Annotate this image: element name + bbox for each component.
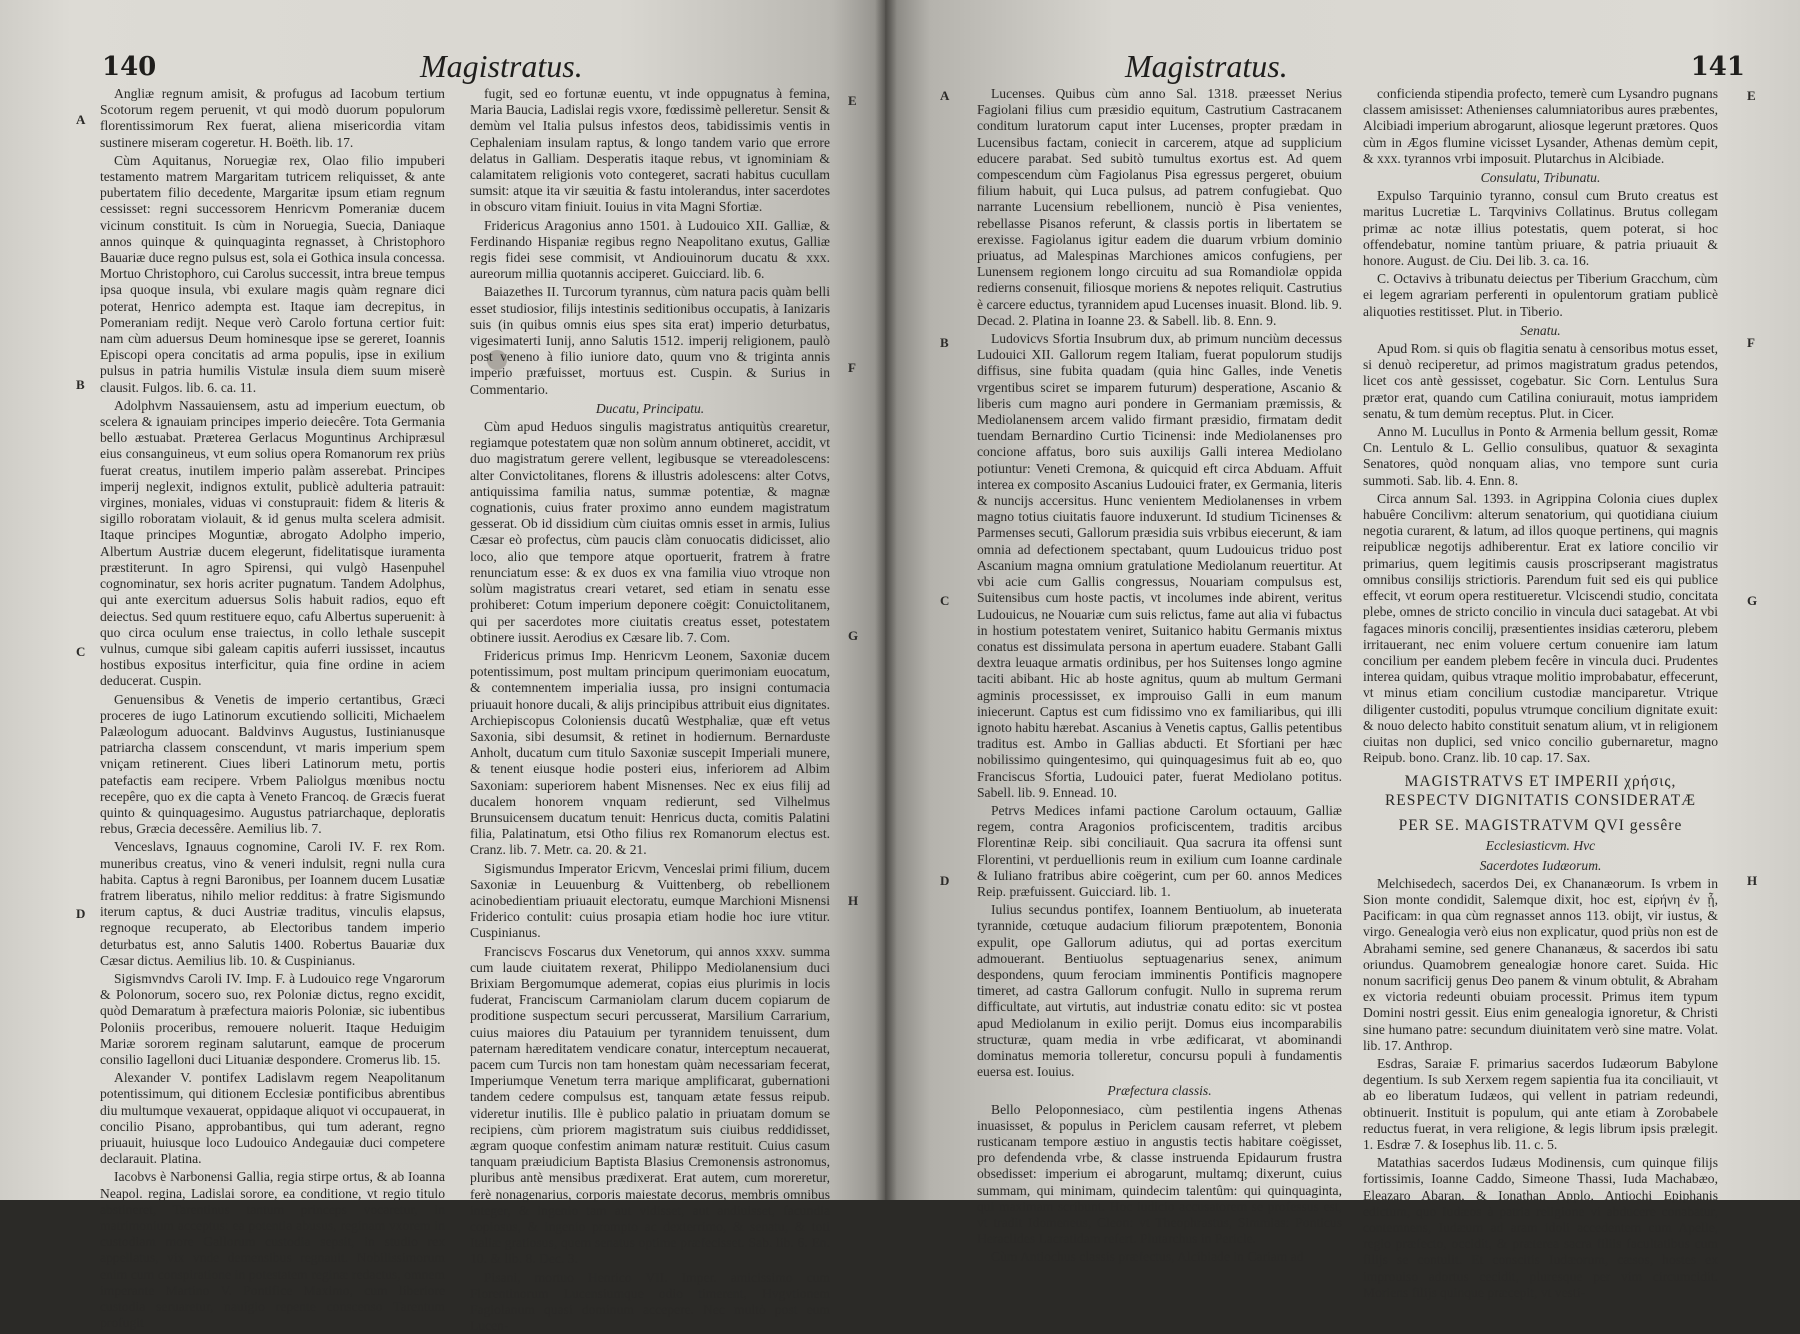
- paragraph: Adolphvm Nassauiensem, astu ad imperium euectum, ob scelera & ignauiam principes imperio deiecêre. Tota Germania bello æstuabat. Præterea Gerlacus Moguntinus Archipræsul eius consanguineus, vt eum solius opera Romanorum rex priùs fuerat creatus, inutilem imperio palàm asserebat. Principes imperij neglexit, indignos extulit, publicè adulteria patrauit: virgines, moniales, viduas vi constuprauit: fidem & literis & sigillo roboratam violauit, & id genus multa scelera admisit. Itaque principes Moguntiæ, abrogato Adolpho imperio, Albertum Austriæ ducem elegerunt, fidelitatisque iuramenta præstiterunt. In agro Spirensi, qui vulgò Hasenpuhel cognominatur, sex horis acriter pugnatum. Tandem Adolphus, qui ante exercitum aduersus Solis habuit radios, equo eft deiectus. Sed quum restituere equo, cafu Albertus superuenit: à quo circa oculum ense traiectus, in collo lethale suscepit vulnus, cumque sibi galeam capitis auferri iussisset, incautus hostibus expositus interficitur, quia fine ordine in aciem deducerat. Cuspin.: [100, 397, 445, 689]
- section-heading: Sacerdotes Iudæorum.: [1479, 857, 1602, 873]
- margin-marker-a: A: [76, 112, 86, 127]
- paragraph: Pisani, mortuo Henrico VII. Imper. amicissimo cum Florentinorum Lucensiumque odio timerent, Hvgvtionem Fagiolanum quasi dominum accepere. Nec multò post eum Lucen-: [470, 1269, 830, 1334]
- running-head: Magistratus.: [420, 48, 583, 84]
- paragraph: Ludovicvs Sfortia Insubrum dux, ab primum nunciùm decessus Ludouici XII. Gallorum regem Italiam, fuerat populorum studijs diffisus, sine fubita quadam (quia hinc Galles, inde Venetis vrgentibus sciret se imparem futurum) desperatione, Ascanio & liberis cum magno auri pondere in Germaniam præmissis, & Mediolanensem arcem valido firmant præsidio, firmatam dedit tuendam Bernardino Curtio Ticinensi: inde Mediolanenses pro concione affatus, boro suis auxilijs Galli interea Mediolano potiuntur: Veneti Cremona, & quicquid eft circa Abduam. Affuit interea ex composito Ascanius Ludouici frater, ex Germania, literis & nuncijs accersitus. Hunc venientem Mediolanenses in vrbem magno totius ciuitatis fauore induxerunt. Id studium Ticinenses & Parmenses secuti, Gallorum præsidia suis vrbibus eiecerunt, & iam omnia ad defectionem spectabant, quum Ludouicus triduo post Ascanium magna omnium gratulatione Mediolanum reuertitur. At vbi acie cum Gallis congressus, Nouariam compulsus est, Suitensibus cum hoste pactis, vt incolumes inde abirent, veritus Ludouicus, ne Nouariæ cum suis relictus, fame aut alia vi fubactus in hostium potestatem veniret, Suitanico habitu Germanis mixtus conatus est dissimulata persona in apertum euadere. Stabant Galli dextra leuaque armatis ordinibus, per hos Suitenses longo agmine taciti abibant. Hic ab hoste agnitus, quum ab multum Germani agminis processisset, ex improuiso Galli in eum manum iniecerunt. Captus est cum fidissimo vno ex familiaribus, qui illi ignoto habitu hærebat. Ascanius à Venetis captus, Gallis petentibus traditus est. Ambo in Gallias abducti. Et Sfortiani per hæc nobilissimo quingentesimo, qui quinquagesimus fuit ab eo, quo Franciscus Sfortia, Ludouici pater, fuerat Mediolano potitus. Sabell. lib. 9. Ennead. 10.: [977, 331, 1342, 800]
- paragraph: Iacobvs è Narbonensi Gallia, regia stirpe ortus, & ab Ioanna Neapol. regina, Ladislai sorore, ea conditione, vt regio titulo abstineret, Tarentinus tantum princeps vocaretur, in matrimonium acceptus: ea potentia abusus, reginam vxorem in custodiam more Gallorum custodia sepsit, in studio rex appellatus, vix vnde demensibus regnauit. Nobilissimorum enim cum conspiratione in potestatem reginæ redactus, omnem imperante Martino V. Pontifice Maximo, cum liberiore custodia seruaretur, nauigio repente conscenso Tarentum profugit: [100, 1169, 445, 1331]
- paragraph: Fridericus Aragonius anno 1501. à Ludouico XII. Galliæ, & Ferdinando Hispaniæ regibus regno Neapolitano exutus, Galliæ regis fidei sese commisit, vt Andiouinorum ducatu & xxx. aureorum millia quotannis acciperet. Guicciard. lib. 6.: [470, 217, 830, 282]
- paragraph: Sigismundus Imperator Ericvm, Venceslai primi filium, ducem Saxoniæ in Leuuenburg & Vuittenberg, ob rebellionem acinobedientiam priuauit electoratu, eumque Marchioni Misnensi Friderico contulit: cuius prosapia etiam hodie hoc iure vtitur. Cuspinianus.: [470, 860, 830, 941]
- margin-marker-g: G: [848, 628, 859, 643]
- left-column-1: [100, 86, 445, 1331]
- paragraph: Cùm Aquitanus, Noruegiæ rex, Olao filio impuberi testamento matrem Margaritam tutricem reliquisset, & ante pubertatem filio decedente, Margaritæ ipsum etiam regnum cessisset: regni successorem Henricvm Pomeraniæ ducem vicinum constituit. Is cùm in Noruegia, Suecia, Daniaque annos quinque & quinquaginta regnasset, à Christophoro Bauariæ duce regno pulsus est, sola ei Gothica insula concessa. Mortuo Christophoro, cui Carolus successit, intra breue tempus ipsa quoque insula, vbi exulare magis quàm regnare dici poterat, Henrico adempta est. Itaque iam decrepitus, in Pomeraniam redijt. Neque verò Carolo fortuna certior fuit: nam cùm aduersus Deum hominesque ipse se gereret, Ioannis Episcopi opera concitatis ad arma populis, ipse in exilium pulsus in patria humilis Vistulæ insula diem suum miserè clausit. Fulgos. lib. 6. ca. 11.: [100, 152, 445, 395]
- right-column-1: [977, 86, 1342, 1265]
- paragraph: fugit, sed eo fortunæ euentu, vt inde oppugnatus à femina, Maria Baucia, Ladislai regis vxore, fœdissimè pelleretur. Sensit & demùm vel Italia pulsus infestos deos, tabidissimis ventis in Cephaleniam insulam raptus, & longo tandem vario que errore delatus in Galliam. Desperatis itaque rebus, vt ignominiam & calamitatem religionis voto contegeret, sacrati habitus cucullam sumsit: atque ita vir sæuitia & fastu intolerandus, inter sacerdotes in obscuro vitam finiuit. Iouius in vita Magni Sfortiæ.: [470, 86, 830, 215]
- left-column-2: [470, 86, 830, 1334]
- margin-marker-g: G: [1747, 593, 1758, 608]
- paragraph: Venceslavs, Ignauus cognomine, Caroli IV. F. rex Rom. muneribus creatus, vino & veneri indulsit, regni nulla cura habita. Captus à regni Baronibus, per Ioannem ducem Lusatiæ fratrem liberatus, nihilo melior redditus: à fratre Sigismundo iterum captus, & duci Austriæ traditus, vinculis elapsus, regnoque recuperato, ab Electoribus tandem imperio deturbatus est, anno Salutis 1400. Robertus Bauariæ dux Cæsar dictus. Aemilius lib. 10. & Cuspinianus.: [100, 839, 445, 968]
- paragraph: Esdras, Saraiæ F. primarius sacerdos Iudæorum Babylone degentium. Is sub Xerxem regem sapientia fua ita conciliauit, vt ab eo liberatum Iudæos, qui vellent in patriam redeundi, obtinuerit. Instituit is populum, qui ante etiam à Zorobabele reductus fuerat, in vera religione, & legis librum ipsis prælegit. 1. Esdræ 7. & Iosephus lib. 11. c. 5.: [1363, 1055, 1718, 1152]
- section-heading: Consulatu, Tribunatu.: [1480, 170, 1601, 186]
- right-column-2: [1363, 86, 1718, 1300]
- paragraph: Genuensibus & Venetis de imperio certantibus, Græci proceres de iugo Latinorum excutiendo solliciti, Michaelem Palæologum aduocant. Baldvinvs Augustus, Iustinianusque patriarcha classem conscendunt, vt maris imperium spem vniçam retinerent. Ciues liberi Latinorum metu, portis patefactis eam recipere. Vrbem Paliolgus mœnibus noctu recepêre, quo ex die capta à Veneto Francoq. de Græcis fuerat quinto & quinquagesimo. Augustus patriarchaque, deploratis rebus, Græcia decessêre. Aemilius lib. 7.: [100, 691, 445, 837]
- paragraph: Apud Rom. si quis ob flagitia senatu à censoribus motus esset, si denuò reciperetur, ad primos magistratum gradus petendos, licet cos antè gessisset, cogebatur. Sic Corn. Lentulus Sura prætor erat, quando cum Catilina coniurauit, motus iampridem senatu, & tum demùm receptus. Plut. in Cicer.: [1363, 341, 1718, 421]
- paragraph: Cùm Antiochus classis præfectus, Alcibiade in Cariam ad: [991, 1249, 1304, 1265]
- margin-marker-h: H: [1747, 873, 1758, 888]
- section-heading: Ducatu, Principatu.: [595, 400, 705, 416]
- paragraph: Baiazethes II. Turcorum tyrannus, cùm natura pacis quàm belli esset studiosior, filijs intestinis seditionibus occupatis, à Ianizaris suis (in quibus omnis eius spes sita erat) imperio deturbatus, vigesimaterti Iunij, anno Salutis 1512. imperij religionem, paulò post veneno à filio iuniore dato, quum vno & triginta annis imperio præfuisset, mortuus est. Cuspin. & Surius in Commentario.: [470, 284, 830, 397]
- page-number: 141: [1690, 52, 1745, 82]
- paragraph: Lucenses. Quibus cùm anno Sal. 1318. præesset Nerius Fagiolani filius cum præsidio equitum, Castrutium Castracanem conditum luratorum caput inter Lucenses, propter prædam in Lucensibus factam, coniecit in carcerem, atque ad supplicium educere parabat. Sed subitò tumultus exortus est. Ad quem compescendum cùm Fagiolanus Pisa egressus pergeret, obuium filium habuit, qui Luca pulsus, ad patrem confugiebat. Quo narrante Lucensium rebellionem, nunciò è Pisa venientes, rebellasse Pisanos referunt, & classis portis in libertatem se erexisse. Fagiolanus igitur eadem die duarum vrbium dominio priuatus, ad Malespinas Marchiones amicos confugiens, per Lunensem regionem longo circuitu ad sua Romandiolæ oppida redierns consenuit, filiosque moriens & nepotes reliquit. Castrutius è carcere eductus, tyrannidem apud Lucenses inuasit. Blond. lib. 9. Decad. 2. Platina in Ioanne 23. & Sabell. lib. 8. Enn. 9.: [977, 86, 1342, 328]
- right-page: [885, 0, 1800, 1300]
- paragraph: Anno M. Lucullus in Ponto & Armenia bellum gessit, Romæ Cn. Lentulo & L. Gellio consulibus, quatuor & sexaginta Senatores, quòd nonquam alias, vno tempore sunt curia summoti. Sab. lib. 4. Enn. 8.: [1363, 424, 1718, 488]
- section-heading: Senatu.: [1520, 322, 1561, 338]
- paragraph: Circa annum Sal. 1393. in Agrippina Colonia ciues duplex habuêre Concilivm: alterum senatorium, qui quotidiana ciuium negotia curarent, & latum, ad illos quoque pertinens, qui magnis reipublicæ negotijs adhiberentur. Erat ex latiore concilio vir primarius, quem legitimis causis proscripserant magistratus omnibus consilijs strictioris. Parendum fuit sed eis qui publice effecit, vt eorum opera restitueretur. Vlciscendi studio, concitata plebe, omnes de stricto concilio in vincula duci satagebat. At vbi fagaces minoris concilij, præsentientes insidias cæteroru, plebem irritauerant, nec enim voluere certum conuenire iam latum concilium per eandem plebem fecêre in vincula duci. Prudentes interea quidam, quibus vtraque molitio improbabatur, effecerunt, vt minus etiam concilium custodiæ manciparetur. Vtrique diligenter custoditi, populus vtrumque concilium dignitate exuit: & nouo delecto habito constituit senatum alium, vt in religionem ciuitas non duplici, sed vnico concilio gubernaretur, magno Reipub. bono. Cranz. lib. 10 cap. 17. Sax.: [1363, 490, 1718, 766]
- paragraph: Bello Peloponnesiaco, cùm pestilentia ingens Athenas inuasisset, & populus in Periclem causam referret, vt plebem rusticanam tempore æstiuo in angustis tectis habitare coëgisset, pro defendenda vrbe, & classe instruenda Epidaurum frustra obsedisset: imperium ei abrogarunt, multamq; dixerunt, cuius summam, qui minimam, quindecim talentûm: qui quinquaginta, qui maximam scribunt. Hoc iudicio accusatorem se professus est, vt tradit Idomeneus, Cleon: vt Theophrastus, Simmias: Ponticus Heraclides Lacratidam refert. Plutarchus in Pericle.: [977, 1101, 1342, 1247]
- margin-marker-d: D: [76, 906, 86, 921]
- paragraph: Alexander V. pontifex Ladislavm regem Neapolitanum potentissimum, qui ditionem Ecclesiæ pontificibus abrentibus diu multumque vexauerat, oppidaque aliquot vi occupauerat, in concilio Pisano, approbantibus, qui tum aderant, regno priuauit, huiusque loco Ludouico Andegauiæ duci competere declarauit. Platina.: [100, 1070, 445, 1167]
- margin-marker-e: E: [1747, 88, 1756, 103]
- paragraph: Franciscvs Foscarus dux Venetorum, qui annos xxxv. summa cum laude ciuitatem rexerat, Philippo Mediolanensium duci Brixiam Bergomumque ademerat, copias eius plurimis in locis fuderat, Franciscum Carmaniolam clarum ducem copiarum de proditione suspectum securi percusserat, Marsilium Carrarium, cuius maiores diu Patauium per tyrannidem tenuissent, dum paternam hæreditatem vendicare conatur, interceptum necauerat, pacem cum Turcis non tam honestam quàm necessariam fecerat, Imperiumque Venetum terra marique amplificarat, gubernationi tandem cedere compulsus est, tanquam ætate fessus reipub. videretur inutilis. Ille è publico palatio in priuatam domum se recipiens, cùm priorem magistratum suis ciuibus reddidisset, ægram quoque confestim animam naturæ restituit. Cuius casum tanquam præiudicium Baptista Blasius Cremonensis astronomus, pluribus antè mensibus prædixerat. Erat autem, cum moreretur, ferè nonagenarius, corporis maiestate decorus, membris omnibus integer, & ingenio tam aut vidisset, aut andiuisset, facundia copiosus, & ingenio prompto ac dexterrimo, & senatu, & toti Italiæ gratiosus, quem senatus optime præfecisset. Sab. lib. 6. En. 10. & lib. 8. Dec. 3.: [470, 943, 830, 1267]
- paragraph: Matathias sacerdos Iudæus Modinensis, cum quinque filijs fortissimis, Ioanne Caddo, Simeone Thassi, Iuda Machabæo, Eleazaro Abaran, & Ionathan Applo, Antiochi Epiphanis edictum, quo Iudæos à patria religione vi abducere conabatur, contemnens, Iudæum ad aram idoli accedentem cum Apelle, regio præfecto, occidit, & præterea sacra filiis facultatibus cum filijs se contulit. Et conscitis Iudæorum, cæsos, hostes ex improuiso adortus cecidit, pluresque per vim circumcidit. Moriens filijs quinque præcepit, vt vesti-: [1363, 1155, 1718, 1300]
- margin-marker-d: D: [940, 873, 950, 888]
- chapter-heading: MAGISTRATVS ET IMPERII χρήσις, RESPECTV DIGNITATIS CONSIDERATÆ: [1384, 773, 1697, 810]
- left-page: [0, 0, 885, 1334]
- margin-marker-e: E: [848, 93, 857, 108]
- paragraph: Angliæ regnum amisit, & profugus ad Iacobum tertium Scotorum regem peruenit, vt qui modò duorum populorum florentissimorum Rex fuerat, aliena misericordia vitam sustinere miseram cogeretur. H. Boëth. lib. 17.: [100, 86, 445, 150]
- paragraph: Expulso Tarquinio tyranno, consul cum Bruto creatus est maritus Lucretiæ L. Tarqvinivs Collatinus. Brutus collegam primæ ac notæ illius potestatis, quem poterat, si hoc offendebatur, nomine tantùm priuare, & patria priuauit & honore. August. de Ciu. Dei lib. 3. ca. 16.: [1363, 188, 1718, 269]
- margin-marker-h: H: [848, 893, 859, 908]
- section-heading: Ecclesiasticvm. Hvc: [1485, 838, 1596, 854]
- page-number: 140: [102, 52, 157, 82]
- paragraph: Melchisedech, sacerdos Dei, ex Chananæorum. Is vrbem in Sion monte condidit, Salemque dixit, hoc est, εἰρήνη ἐν ᾗ, Pacificam: in qua cùm regnasset annos 113. obijt, vir iustus, & virgo. Genealogia verò eius non explicatur, quod priùs non est de Abrahami semine, sed genere Chananæus, & sacerdos ibi satu oriundus. Quamobrem genealogiæ honore caret. Suida. Hic nonum sacrificij genus Deo panem & vinum obtulit, & Abraham ex victoria redeunti obuiam processit. Primus item typum Domini nostri gessit. Eius enim genealogia ignoretur, & Christi sine humano patre: secundum diuinitatem verò sine matre. Volat. lib. 17. Anthrop.: [1363, 875, 1718, 1053]
- paragraph: conficienda stipendia profecto, temerè cum Lysandro pugnans classem amisisset: Athenienses calumniatoribus aures præbentes, Alcibiadi imperium abrogarunt, aliosque legerunt prætores. Quos cùm in Ægos flumine vicisset Lysander, Athenas demùm cepit, & xxx. tyrannos vrbi imposuit. Plutarchus in Alcibiade.: [1363, 86, 1718, 166]
- margin-marker-c: C: [76, 644, 86, 659]
- paragraph: C. Octavivs à tribunatu deiectus per Tiberium Gracchum, cùm ei legem agrariam perferenti in opulentorum gratiam publicè aliquoties restitisset. Plut. in Tiberio.: [1363, 271, 1718, 319]
- margin-marker-f: F: [1747, 335, 1755, 350]
- margin-marker-b: B: [76, 377, 85, 392]
- book-gutter: [875, 0, 897, 1200]
- margin-marker-a: A: [940, 88, 950, 103]
- paragraph: Cùm apud Heduos singulis magistratus antiquitùs crearetur, regiamque potestatem quæ non solùm annum obtineret, accidit, vt duo magistratum gerere vellent, legibusque se vtereadolescens: alter Convictolitanes, florens & illustris adolescens: alter Cotvs, antiquissima familia natus, summæ potentiæ, & magnæ cognationis, cuius frater proximo anno eundem magistratum gesserat. Ob id dissidium cùm ciuitas omnis esset in armis, Iulius Cæsar eò profectus, cùm paucis clàm conuocatis didicisset, alio loco, alio que tempore atque oportuerit, fratrem à fratre renunciatum esse: & ex duos ex vna familia viuo vtroque non solùm magistratus creari vetaret, sed etiam in senatu esse prohiberet: Cotum imperium deponere coëgit: Conuictolitanem, qui per sacerdotes more ciuitatis creatus esset, potestatem obtinere iussit. Aerodius ex Cæsare lib. 7. Com.: [470, 419, 830, 645]
- paragraph: Sigismvndvs Caroli IV. Imp. F. à Ludouico rege Vngarorum & Polonorum, socero suo, rex Poloniæ dictus, regno excidit, quòd Demaratum à præfectura maioris Poloniæ, sic iubentibus Poloniis proceribus, remouere noluerit. Itaque Heduigim Mariæ sororem reginam salutarunt, eamque de procerum consilio Iagelloni duci Lituaniæ despondere. Cromerus lib. 15.: [100, 970, 445, 1067]
- margin-marker-b: B: [940, 335, 949, 350]
- paragraph: Iulius secundus pontifex, Ioannem Bentiuolum, ab inueterata tyrannide, cœtuque audacium filiorum præpotentem, Bononia expulit, ope Gallorum adiutus, qui ad portas exercitum admouerant. Bentiuolus septuagenarius senex, animum despondens, quum ferociam imminentis Pontificis magnopere timeret, ad castra Gallorum confugit. Nullo in suprema rerum difficultate, aut virtutis, aut industriæ conatu edito: sic vt postea apud Mediolanum in exilio perijt. Domus eius incomparabilis structuræ, quam media in vrbe ædificarat, vt abominandi dominatus memoria tolleretur, concursu populi à fundamentis euersa est. Iouius.: [977, 902, 1342, 1080]
- paragraph: Petrvs Medices infami pactione Carolum octauum, Galliæ regem, contra Aragonios proficiscentem, traditis arcibus Florentinæ Reip. sibi conciliauit. Qua sacrura ita offensi sunt Florentini, vt perduellionis reum in exilium cum Ioanne cardinale & Iuliano fratribus abire coëgerint, cum per 60. annos Medices Reip. præfuissent. Guicciard. lib. 1.: [977, 802, 1342, 899]
- margin-marker-c: C: [940, 593, 950, 608]
- running-head: Magistratus.: [1125, 48, 1288, 84]
- chapter-subheading: PER SE. MAGISTRATVM QVI gessêre: [1398, 817, 1683, 835]
- paragraph: Fridericus primus Imp. Henricvm Leonem, Saxoniæ ducem potentissimum, post multam principum querimoniam euocatum, & contemnentem imperialia iussa, pro insigni contumacia priuauit honore ducali, & alijs principibus attribuit eius dignitates. Archiepiscopus Coloniensis ducatû Westphaliæ, quæ eft vetus Saxonia, sibi desumsit, & retinet in hodiernum. Bernarduste Anholt, ducatum cum titulo Saxoniæ suscepit Imperiali munere, & tenent eiusque hodie posteri eius, inferiorem ad Albim Saxoniam: superiorem habent Misnenses. Nec ex eius filij ad ducalem honorem vnquam redierunt, sed Vilhelmus Brunsuicensem ducatum tenuit: Henricus ducta, comitis Palatini filia, Palatinatum, etsi Otho filius rex Romanorum electus est. Cranz. lib. 7. Metr. ca. 20. & 21.: [470, 647, 830, 858]
- margin-marker-f: F: [848, 360, 856, 375]
- section-heading: Præfectura classis.: [1107, 1083, 1212, 1099]
